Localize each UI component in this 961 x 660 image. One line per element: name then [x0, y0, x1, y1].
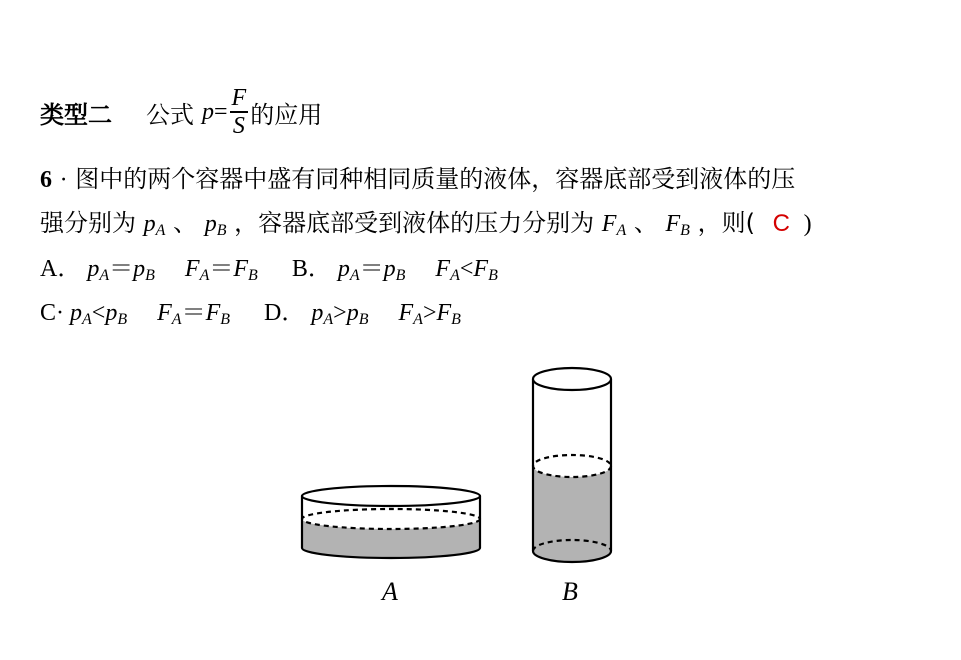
question-text-2c: ，容器底部受到液体的压力分别为: [234, 209, 595, 237]
label-b: B: [562, 577, 578, 606]
question-number: 6: [40, 167, 52, 193]
section-heading: [40, 82, 322, 142]
container-b-liquid: [533, 466, 611, 562]
label-a: A: [382, 577, 398, 606]
containers-figure: [290, 360, 630, 620]
answer-mark: C: [772, 210, 790, 237]
options-row-cd: [40, 298, 461, 328]
option-d[interactable]: D． $p_A>p_B$ $F_A>F_B$: [264, 300, 461, 328]
type-label: 类型二: [40, 100, 112, 129]
var-FA: $F_A$: [601, 211, 627, 239]
var-pA: $p_A$: [143, 211, 166, 239]
option-b[interactable]: B． $p_A=p_B$ $F_A<F_B$: [291, 256, 498, 284]
question-text-2e: ，则(: [697, 209, 755, 237]
container-a-rim: [302, 486, 480, 506]
question-text-1: 图中的两个容器中盛有同种相同质量的液体，容器底部受到液体的压: [75, 165, 796, 193]
formula-tail: 的应用: [250, 100, 323, 129]
option-c[interactable]: $C\cdot p_A<p_B$ $F_A=F_B$: [40, 300, 231, 328]
container-b-surface: [533, 455, 611, 477]
container-a-liquid: [302, 519, 480, 558]
var-pB: $p_B$: [204, 211, 227, 239]
container-b: [533, 368, 611, 562]
question-line-2: [40, 208, 812, 239]
question-text-2b: 、: [173, 209, 198, 237]
option-a[interactable]: A． $p_A=p_B$ $F_A=F_B$: [40, 256, 258, 284]
question-text-2a: 强分别为: [40, 209, 136, 237]
formula-equals: =: [214, 98, 228, 125]
var-FB: $F_B$: [665, 211, 690, 239]
container-a: [302, 486, 480, 558]
question-line-1: [40, 164, 795, 195]
formula-fraction: [230, 86, 249, 138]
fraction-denominator: S: [232, 113, 245, 139]
container-b-rim: [533, 368, 611, 390]
question-text-2d: 、: [633, 209, 658, 237]
question-close-paren: ): [803, 211, 812, 237]
container-a-surface: [302, 509, 480, 529]
options-row-ab: [40, 254, 498, 284]
formula-label: 公式: [146, 100, 194, 129]
fraction-numerator: F: [231, 85, 247, 111]
formula-var-p: p: [202, 98, 214, 125]
question-dot: ·: [59, 167, 68, 193]
